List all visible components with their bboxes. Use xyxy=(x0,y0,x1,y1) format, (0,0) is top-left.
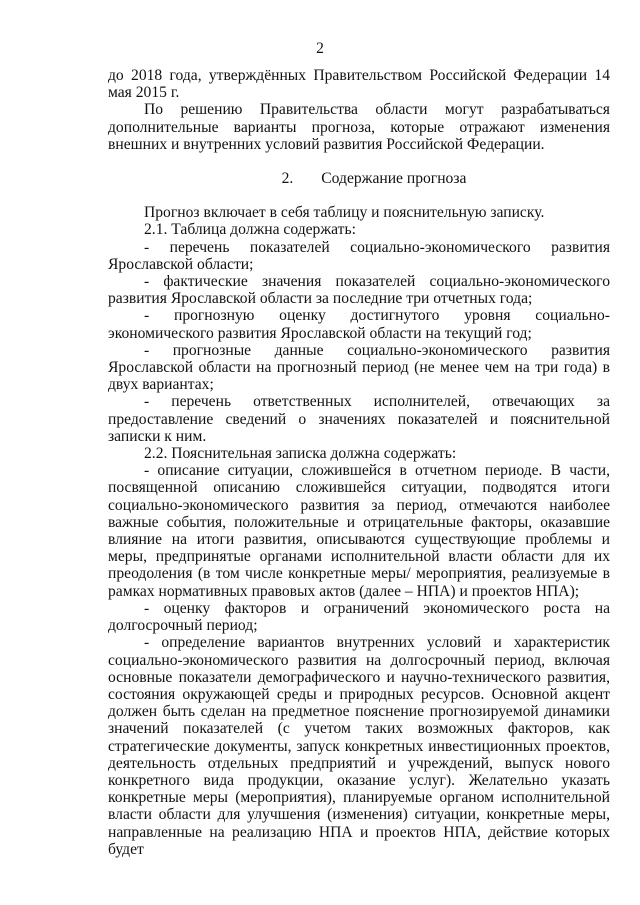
section-paragraphs xyxy=(108,204,610,858)
paragraph: - оценку факторов и ограничений экономического роста на долгосрочный период; xyxy=(108,599,610,635)
paragraph: - определение вариантов внутренних условий и характеристик социально-экономического развития на долгосрочный период, включая основные показатели демографического и научно-технического развития, состояния окружающей среды и природных ресурсов. Основной акцент должен быть сделан на предметное пояснение прогнозируемой динамики значений показателей (с учетом таких возможных факторов, как стратегические документы, запуск конкретных инвестиционных проектов, деятельность отдельных предприятий и учреждений, выпуск нового конкретного вида продукции, оказание услуг). Желательно указать конкретные меры (мероприятия), планируемые органом исполнительной власти области для улучшения (изменения) ситуации, конкретные меры, направленные на реализацию НПА и проектов НПА, действие которых будет xyxy=(108,634,610,858)
document-body xyxy=(108,67,610,858)
paragraph: По решению Правительства области могут разрабатываться дополнительные варианты прогноза, которые отражают изменения внешних и внутренних условий развития Российской Федерации. xyxy=(108,101,610,153)
page-number: 2 xyxy=(316,40,324,57)
section-number: 2. xyxy=(281,170,294,188)
paragraph: - описание ситуации, сложившейся в отчетном периоде. В части, посвященной описанию сложившейся ситуации, подводятся итоги социально-экономического развития за период, отмечаются наиболее важные события, положительные и отрицательные факторы, оказавшие влияние на итоги развития, описываются существующие проблемы и меры, предпринятые органами исполнительной власти области для их преодоления (в том числе конкретные меры/ мероприятия, реализуемые в рамках нормативных правовых актов (далее – НПА) и проектов НПА); xyxy=(108,462,610,600)
section-heading xyxy=(108,170,610,187)
paragraph: Прогноз включает в себя таблицу и пояснительную записку. xyxy=(144,204,545,222)
paragraph: - фактические значения показателей социально-экономического развития Ярославской области за последние три отчетных года; xyxy=(108,273,610,308)
paragraph: - перечень показателей социально-экономического развития Ярославской области; xyxy=(108,238,610,273)
paragraph: до 2018 года, утверждённых Правительством Российской Федерации 14 мая 2015 г. xyxy=(108,67,610,102)
intro-paragraphs xyxy=(108,67,610,153)
paragraph: 2.2. Пояснительная записка должна содержать: xyxy=(144,445,457,463)
paragraph: - прогнозные данные социально-экономического развития Ярославской области на прогнозный период (не менее чем на три года) в двух вариантах; xyxy=(108,341,610,394)
section-title: Содержание прогноза xyxy=(321,170,467,188)
paragraph: 2.1. Таблица должна содержать: xyxy=(144,221,356,239)
paragraph: - перечень ответственных исполнителей, отвечающих за предоставление сведений о значениях показателей и пояснительной записки к ним. xyxy=(108,393,610,445)
paragraph: - прогнозную оценку достигнутого уровня социально-экономического развития Ярославской области на текущий год; xyxy=(108,307,610,342)
